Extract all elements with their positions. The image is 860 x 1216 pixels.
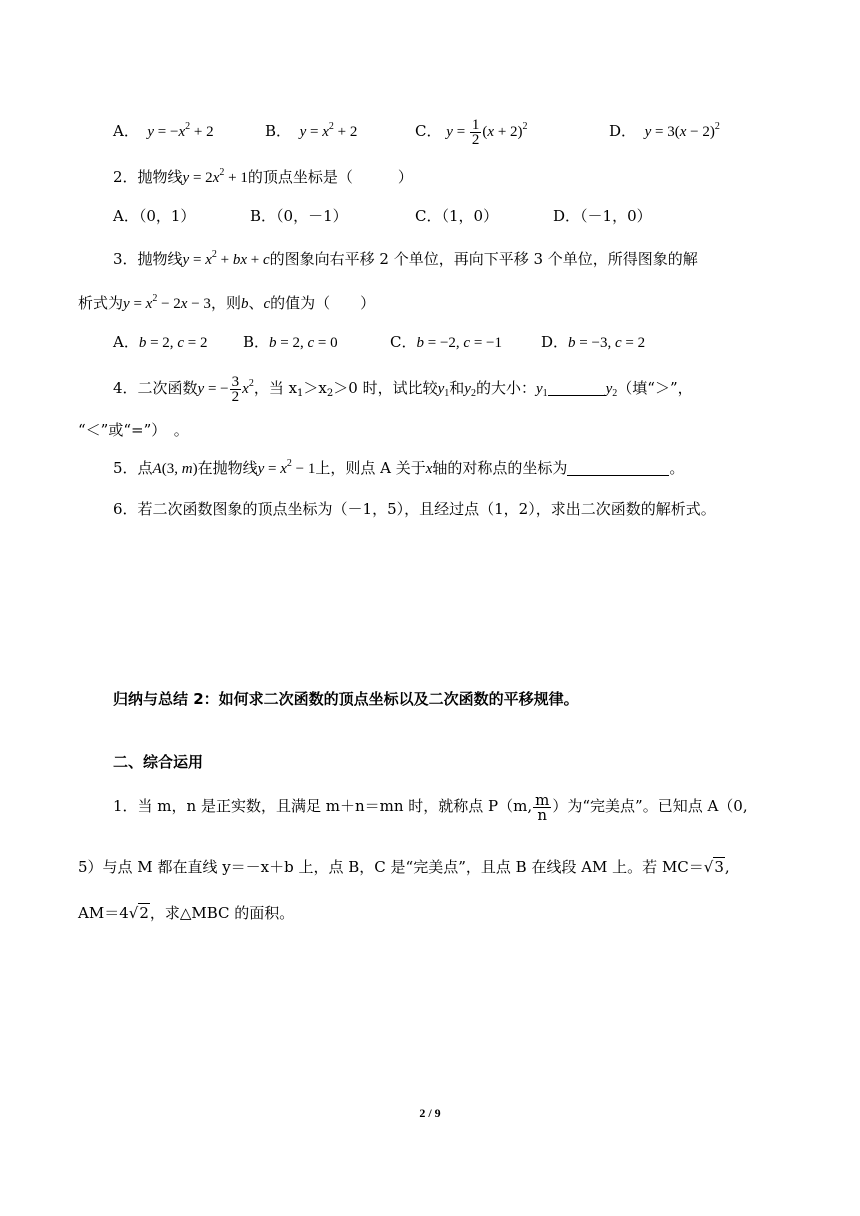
p1-line1-a: 1．当 m，n 是正实数，且满足 m＋n＝mn 时，就称点 P（m, — [113, 797, 533, 815]
p1-sqrt-2-radicand: 2 — [139, 904, 149, 922]
q5-answer-blank[interactable] — [567, 460, 669, 476]
q3-stem-line2 — [78, 289, 375, 314]
q5-var-x: x — [425, 461, 433, 477]
p1-fraction-num: m — [535, 790, 550, 809]
q4-stem-a: 4．二次函数 — [113, 379, 198, 397]
q1-option-d-formula: $y = 3(x - 2)^2$ — [640, 121, 720, 140]
q3-stem-b: 的图象向右平移 2 个单位，再向下平移 3 个单位，所得图象的解 — [269, 250, 698, 268]
q1-option-a-label: A． — [113, 122, 139, 140]
q3-stem-a: 3．抛物线 — [113, 250, 183, 268]
q5-point-a: A(3, m) — [152, 461, 198, 477]
q3-option-d — [541, 332, 645, 353]
q2-stem-prefix: 2．抛物线 — [113, 168, 183, 186]
q4-formula: y = − $\frac{3}{2}$ $x^2$ — [197, 374, 254, 406]
q4-answer-blank[interactable] — [548, 380, 606, 396]
q3-stem-d: ，则 — [210, 294, 241, 312]
q4-stem-e: 和 — [449, 379, 465, 397]
q3-option-b — [243, 332, 338, 353]
q3-option-a — [113, 332, 207, 353]
q2-option-b: B．（0，－1） — [250, 207, 348, 225]
q3-stem-line1 — [113, 245, 698, 270]
q3-option-a-formula: b = 2, c = 2 — [138, 335, 208, 351]
q2-stem — [113, 163, 413, 188]
q3-var-b: b — [240, 296, 249, 312]
q4-stem-f: 的大小： — [475, 379, 536, 397]
q4-stem-d: ＞0 时，试比较 — [333, 379, 438, 397]
p1-sqrt-3: √3 — [703, 858, 724, 876]
q5-stem-d: 轴的对称点的坐标为 — [432, 459, 568, 477]
q5-formula: $y = x^2 - 1$ — [257, 458, 316, 477]
page-number: 2 / 9 — [419, 1106, 441, 1120]
section-2-title: 二、综合运用 — [113, 753, 204, 771]
q4-y1: $y_1$ — [437, 381, 450, 399]
q5-stem — [113, 454, 684, 479]
p1-line3-a: AM＝4 — [78, 904, 129, 922]
q2-formula: $y = 2x^2 + 1$ — [182, 167, 248, 186]
q5-stem-c: 上，则点 A 关于 — [315, 459, 426, 477]
q1-option-c — [415, 110, 528, 149]
q3-option-a-label: A． — [113, 333, 139, 351]
q4-stem-line2: “＜”或“=”） 。 — [78, 421, 189, 439]
p1-line2 — [78, 857, 730, 877]
q4-stem-line1 — [113, 366, 693, 412]
q5-stem-a: 5．点 — [113, 459, 153, 477]
q1-option-d — [609, 117, 720, 142]
q1-option-a-formula: $y = -x^2 + 2$ — [143, 121, 214, 140]
q2-option-d: D．（－1，0） — [553, 207, 652, 225]
q3-var-c: c — [263, 296, 271, 312]
q4-sub-2: 2 — [326, 388, 334, 399]
q4-stem-g: （填“＞”， — [617, 379, 693, 397]
q2-option-a: A．（0，1） — [113, 207, 196, 225]
q3-option-c-formula: b = −2, c = −1 — [416, 335, 502, 351]
q1-option-b-formula: $y = x^2 + 2$ — [295, 121, 358, 140]
q5-stem-e: 。 — [669, 459, 685, 477]
q5-stem-b: 在抛物线 — [197, 459, 258, 477]
q4-y2-compare: $y_2$ — [605, 381, 618, 399]
q3-stem-c: 析式为 — [78, 294, 124, 312]
q4-y2: $y_2$ — [464, 381, 476, 399]
p1-sqrt-2: √2 — [128, 904, 149, 922]
q3-stem-e: 、 — [248, 294, 264, 312]
q6-stem: 6．若二次函数图象的顶点坐标为（－1，5），且经过点（1，2），求出二次函数的解析式。 — [113, 500, 716, 518]
q1-option-c-formula: y = $\frac{1}{2}$ $(x + 2)^2$ — [446, 117, 528, 149]
p1-line2-a: 5）与点 M 都在直线 y＝－x＋b 上，点 B，C 是“完美点”，且点 B 在线段 AM 上。若 MC＝ — [78, 858, 704, 876]
summary-heading: 归纳与总结 2：如何求二次函数的顶点坐标以及二次函数的平移规律。 — [113, 690, 579, 708]
q3-option-c — [390, 332, 502, 353]
q3-stem-f: 的值为（ ） — [270, 294, 376, 312]
p1-fraction-den: n — [537, 805, 548, 824]
q2-option-c: C．（1，0） — [415, 207, 499, 225]
q1-option-b-label: B． — [265, 122, 292, 140]
q4-stem-b: ，当 x — [253, 379, 298, 397]
p1-sqrt-3-radicand: 3 — [714, 858, 724, 876]
q3-formula-1: $y = x^2$ + bx + c — [182, 249, 270, 268]
q1-options — [113, 117, 214, 142]
q1-option-d-label: D． — [609, 122, 637, 140]
q4-stem-c: ＞x — [303, 379, 327, 397]
p1-line2-b: , — [724, 858, 730, 876]
q1-option-c-label: C． — [415, 122, 442, 140]
p1-line3 — [78, 903, 294, 923]
q1-option-b — [265, 117, 357, 142]
q2-stem-suffix: 的顶点坐标是（ ） — [247, 168, 413, 186]
p1-line3-b: ，求△MBC 的面积。 — [149, 904, 295, 922]
q3-option-d-formula: b = −3, c = 2 — [568, 335, 646, 351]
p1-line1-b: ）为“完美点”。已知点 A（0, — [552, 797, 748, 815]
q3-option-c-label: C． — [390, 333, 417, 351]
q4-sub-1: 1 — [297, 388, 304, 399]
q3-formula-2: $y = x^2 - 2x - 3$ — [123, 293, 211, 312]
q3-option-b-formula: b = 2, c = 0 — [269, 335, 338, 351]
p1-fraction — [533, 790, 551, 824]
q3-option-b-label: B． — [243, 333, 270, 351]
q4-y1-compare: $y_1$ — [535, 381, 548, 399]
p1-line1 — [113, 788, 748, 824]
q3-option-d-label: D． — [541, 333, 569, 351]
